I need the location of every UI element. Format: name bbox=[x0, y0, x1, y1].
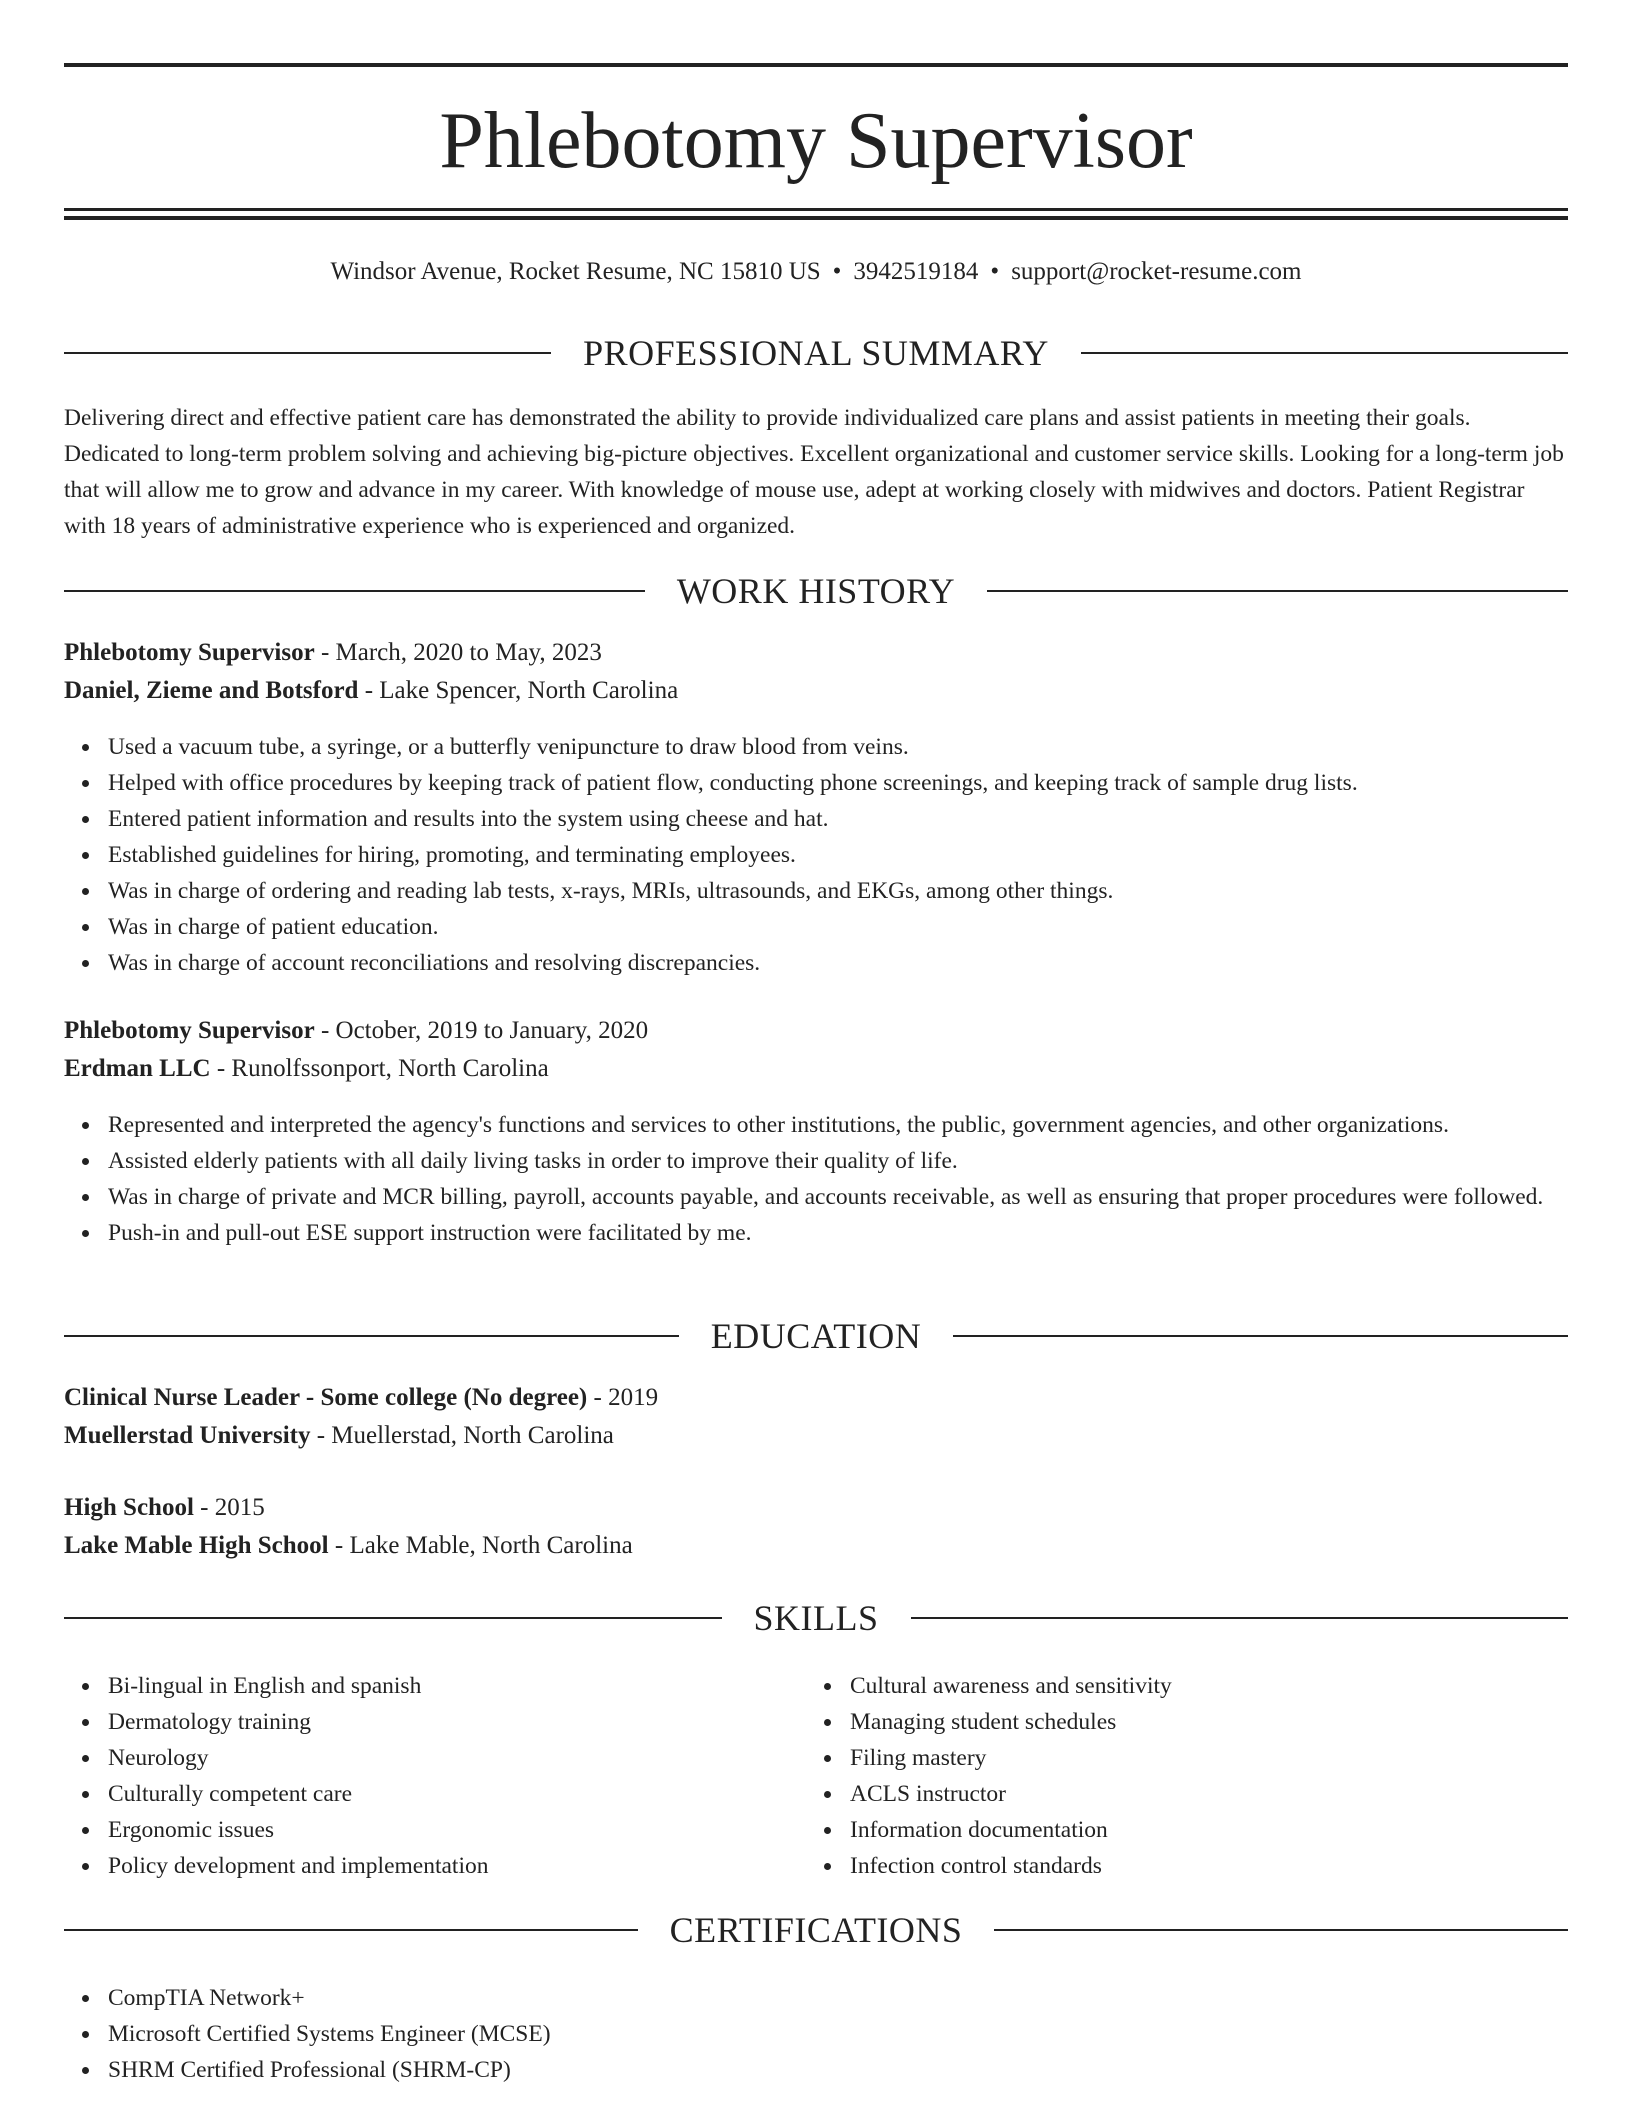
list-item: Established guidelines for hiring, promoting, and terminating employees. bbox=[64, 837, 1568, 873]
education-degree: Clinical Nurse Leader - Some college (No degree) bbox=[64, 1384, 588, 1411]
job-company: Erdman LLC bbox=[64, 1055, 211, 1082]
section-heading-label: SKILLS bbox=[753, 1598, 879, 1638]
resume-title: Phlebotomy Supervisor bbox=[439, 97, 1193, 185]
skill-item: Policy development and implementation bbox=[64, 1848, 784, 1884]
heading-rule bbox=[64, 352, 551, 354]
education-degree-line bbox=[64, 1379, 1568, 1417]
job-company: Daniel, Zieme and Botsford bbox=[64, 677, 359, 704]
contact-separator: • bbox=[990, 258, 1000, 285]
job-title: Phlebotomy Supervisor bbox=[64, 1017, 315, 1044]
section-heading-label: WORK HISTORY bbox=[676, 571, 956, 611]
education-school: Lake Mable High School bbox=[64, 1532, 329, 1559]
skill-item: Culturally competent care bbox=[64, 1776, 784, 1812]
education-degree-line bbox=[64, 1489, 1568, 1527]
section-heading-label: EDUCATION bbox=[710, 1316, 922, 1356]
header-double-rule-upper bbox=[64, 208, 1568, 211]
job-location: - Lake Spencer, North Carolina bbox=[358, 677, 679, 704]
heading-rule bbox=[987, 590, 1568, 592]
list-item: Was in charge of patient education. bbox=[64, 909, 1568, 945]
list-item: Was in charge of ordering and reading lab tests, x-rays, MRIs, ultrasounds, and EKGs, among other things. bbox=[64, 873, 1568, 909]
education-degree: High School bbox=[64, 1494, 194, 1521]
job-location: - Runolfssonport, North Carolina bbox=[210, 1055, 549, 1082]
job-company-line bbox=[64, 672, 1568, 710]
skill-item: Dermatology training bbox=[64, 1704, 784, 1740]
heading-rule bbox=[64, 1335, 679, 1337]
education-year: - 2019 bbox=[587, 1384, 659, 1411]
skill-item: Ergonomic issues bbox=[64, 1812, 784, 1848]
contact-phone: 3942519184 bbox=[853, 258, 979, 285]
list-item: Was in charge of account reconciliations and resolving discrepancies. bbox=[64, 945, 1568, 981]
contact-email: support@rocket-resume.com bbox=[1011, 258, 1302, 285]
education-school-line bbox=[64, 1527, 1568, 1565]
list-item: Was in charge of private and MCR billing, payroll, accounts payable, and accounts receivable, as well as ensuring that proper procedures were followed. bbox=[64, 1179, 1554, 1215]
header-double-rule-lower bbox=[64, 216, 1568, 220]
education-school-line bbox=[64, 1417, 1568, 1455]
job-title: Phlebotomy Supervisor bbox=[64, 639, 315, 666]
list-item: Assisted elderly patients with all daily living tasks in order to improve their quality of life. bbox=[64, 1143, 1554, 1179]
heading-rule bbox=[64, 1617, 722, 1619]
skill-item: Bi-lingual in English and spanish bbox=[64, 1668, 784, 1704]
section-heading-work-history bbox=[64, 571, 1568, 611]
skill-item: Infection control standards bbox=[806, 1848, 1568, 1884]
heading-rule bbox=[911, 1617, 1569, 1619]
education-location: - Muellerstad, North Carolina bbox=[310, 1422, 614, 1449]
heading-rule bbox=[953, 1335, 1568, 1337]
contact-address: Windsor Avenue, Rocket Resume, NC 15810 US bbox=[330, 258, 821, 285]
certifications-list bbox=[64, 1980, 1568, 2088]
job-dates: - October, 2019 to January, 2020 bbox=[314, 1017, 649, 1044]
section-heading-label: CERTIFICATIONS bbox=[669, 1910, 963, 1950]
skill-item: Cultural awareness and sensitivity bbox=[806, 1668, 1568, 1704]
summary-text: Delivering direct and effective patient care has demonstrated the ability to provide individualized care plans and assist patients in meeting their goals. Dedicated to long-term problem solving and achieving big-picture objectives. Excellent organizational and customer service skills. Looking for a long-term job that will allow me to grow and advance in my career. With knowledge of mouse use, adept at working closely with midwives and doctors. Patient Registrar with 18 years of administrative experience who is experienced and organized. bbox=[64, 405, 1564, 539]
skill-item: ACLS instructor bbox=[806, 1776, 1568, 1812]
section-heading-skills bbox=[64, 1598, 1568, 1638]
list-item: Entered patient information and results into the system using cheese and hat. bbox=[64, 801, 1568, 837]
skill-item: Filing mastery bbox=[806, 1740, 1568, 1776]
education-location: - Lake Mable, North Carolina bbox=[328, 1532, 633, 1559]
skill-item: Neurology bbox=[64, 1740, 784, 1776]
section-heading-label: PROFESSIONAL SUMMARY bbox=[583, 333, 1049, 373]
job-duties-list bbox=[64, 1107, 1554, 1251]
job-dates: - March, 2020 to May, 2023 bbox=[314, 639, 602, 666]
job-title-line bbox=[64, 634, 1568, 672]
skill-item: Managing student schedules bbox=[806, 1704, 1568, 1740]
contact-separator: • bbox=[832, 258, 842, 285]
education-school: Muellerstad University bbox=[64, 1422, 311, 1449]
list-item: Represented and interpreted the agency's functions and services to other institutions, the public, government agencies, and other organizations. bbox=[64, 1107, 1554, 1143]
certification-item: Microsoft Certified Systems Engineer (MCSE) bbox=[64, 2016, 1568, 2052]
heading-rule bbox=[64, 590, 645, 592]
skills-list-left bbox=[64, 1668, 784, 1884]
heading-rule bbox=[994, 1929, 1568, 1931]
certification-item: CompTIA Network+ bbox=[64, 1980, 1568, 2016]
section-heading-summary bbox=[64, 333, 1568, 373]
contact-line bbox=[64, 254, 1568, 290]
list-item: Used a vacuum tube, a syringe, or a butterfly venipuncture to draw blood from veins. bbox=[64, 729, 1568, 765]
job-duties-list bbox=[64, 729, 1568, 981]
certification-item: SHRM Certified Professional (SHRM-CP) bbox=[64, 2052, 1568, 2088]
heading-rule bbox=[1081, 352, 1568, 354]
education-year: - 2015 bbox=[193, 1494, 265, 1521]
list-item: Helped with office procedures by keeping track of patient flow, conducting phone screenings, and keeping track of sample drug lists. bbox=[64, 765, 1568, 801]
header-top-rule bbox=[64, 63, 1568, 67]
job-company-line bbox=[64, 1050, 1568, 1088]
heading-rule bbox=[64, 1929, 638, 1931]
job-title-line bbox=[64, 1012, 1568, 1050]
skill-item: Information documentation bbox=[806, 1812, 1568, 1848]
section-heading-education bbox=[64, 1316, 1568, 1356]
section-heading-certifications bbox=[64, 1910, 1568, 1950]
skills-list-right bbox=[806, 1668, 1568, 1884]
list-item: Push-in and pull-out ESE support instruction were facilitated by me. bbox=[64, 1215, 1554, 1251]
